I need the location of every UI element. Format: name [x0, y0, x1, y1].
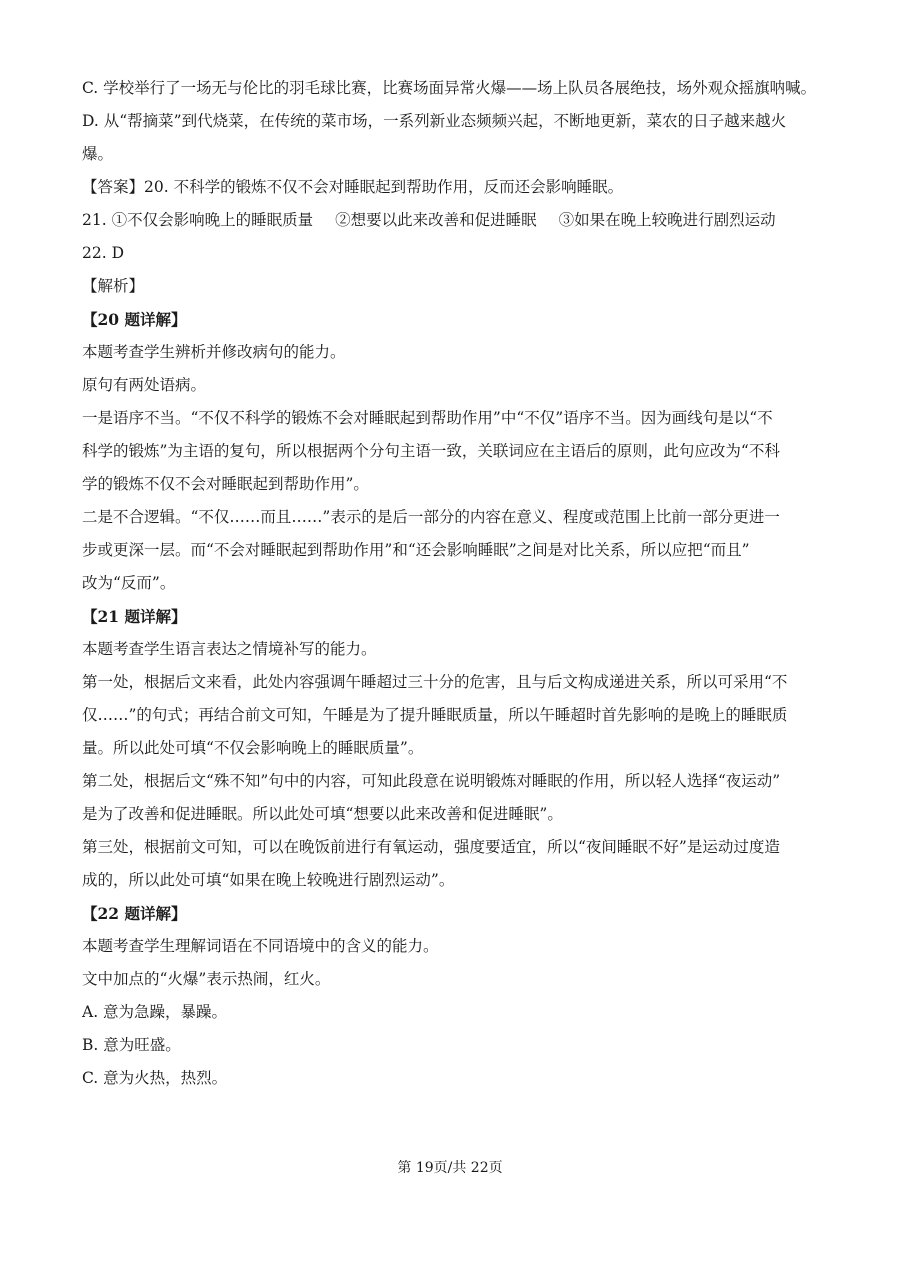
page-footer: 第 19页/共 22页 [397, 1160, 503, 1176]
answer-21-part-2: ②想要以此来改善和促进睡眠 [335, 211, 537, 229]
q22-detail-heading: 【22 题详解】 [82, 904, 187, 923]
q20-detail-heading: 【20 题详解】 [82, 310, 187, 329]
paragraph-line: 学的锻炼不仅不会对睡眠起到帮助作用”。 [82, 475, 369, 493]
paragraph-line: 第三处，根据前文可知，可以在晚饭前进行有氧运动，强度要适宜，所以“夜间睡眠不好”是运动过度造 [82, 838, 780, 856]
paragraph-line: 第一处，根据后文来看，此处内容强调午睡超过三十分的危害，且与后文构成递进关系，所以可采用“不 [82, 673, 788, 691]
answer-20-line: 【答案】20. 不科学的锻炼不仅不会对睡眠起到帮助作用，反而还会影响睡眠。 [82, 178, 624, 196]
analysis-heading: 【解析】 [82, 277, 145, 295]
answer-21-part-1: 21. ①不仅会影响晚上的睡眠质量 [82, 211, 314, 229]
option-d-line-1: D. 从“帮摘菜”到代烧菜，在传统的菜市场，一系列新业态频频兴起，不断地更新，菜农的日子越来越火 [82, 112, 787, 130]
paragraph-line: 成的，所以此处可填“如果在晚上较晚进行剧烈运动”。 [82, 871, 455, 889]
paragraph-line: 第二处，根据后文“殊不知”句中的内容，可知此段意在说明锻炼对睡眠的作用，所以轻人选择“夜运动” [82, 772, 781, 790]
paragraph-line: 本题考查学生语言表达之情境补写的能力。 [82, 640, 377, 658]
paragraph-line: 是为了改善和促进睡眠。所以此处可填“想要以此来改善和促进睡眠”。 [82, 805, 563, 823]
option-c-explanation: C. 意为火热，热烈。 [82, 1069, 228, 1087]
answer-21-line [82, 204, 822, 237]
paragraph-line: 改为“反而”。 [82, 574, 176, 592]
paragraph-line: 步或更深一层。而“不会对睡眠起到帮助作用”和“还会影响睡眠”之间是对比关系，所以应把“而且” [82, 541, 750, 559]
paragraph-line: 二是不合逻辑。“不仅……而且……”表示的是后一部分的内容在意义、程度或范围上比前一部分更进一 [82, 508, 780, 526]
paragraph-line: 文中加点的“火爆”表示热闹，红火。 [82, 970, 331, 988]
option-c-line: C. 学校举行了一场无与伦比的羽毛球比赛，比赛场面异常火爆——场上队员各展绝技，场外观众摇旗呐喊。 [82, 79, 817, 97]
paragraph-line: 原句有两处语病。 [82, 376, 207, 394]
option-d-line-2: 爆。 [82, 145, 114, 163]
paragraph-line: 仅……”的句式；再结合前文可知，午睡是为了提升睡眠质量，所以午睡超时首先影响的是晚上的睡眠质 [82, 706, 788, 724]
q21-detail-heading: 【21 题详解】 [82, 607, 187, 626]
paragraph-line: 本题考查学生辨析并修改病句的能力。 [82, 343, 346, 361]
paragraph-line: 一是语序不当。“不仅不科学的锻炼不会对睡眠起到帮助作用”中“不仅”语序不当。因为画线句是以“不 [82, 409, 773, 427]
paragraph-line: 科学的锻炼”为主语的复句，所以根据两个分句主语一致，关联词应在主语后的原则，此句应改为“不科 [82, 442, 780, 460]
answer-22-line: 22. D [82, 244, 125, 262]
option-a-explanation: A. 意为急躁，暴躁。 [82, 1003, 228, 1021]
option-b-explanation: B. 意为旺盛。 [82, 1036, 181, 1054]
answer-21-part-3: ③如果在晚上较晚进行剧烈运动 [558, 211, 776, 229]
document-body [82, 72, 822, 1095]
paragraph-line: 量。所以此处可填“不仅会影响晚上的睡眠质量”。 [82, 739, 424, 757]
paragraph-line: 本题考查学生理解词语在不同语境中的含义的能力。 [82, 937, 439, 955]
